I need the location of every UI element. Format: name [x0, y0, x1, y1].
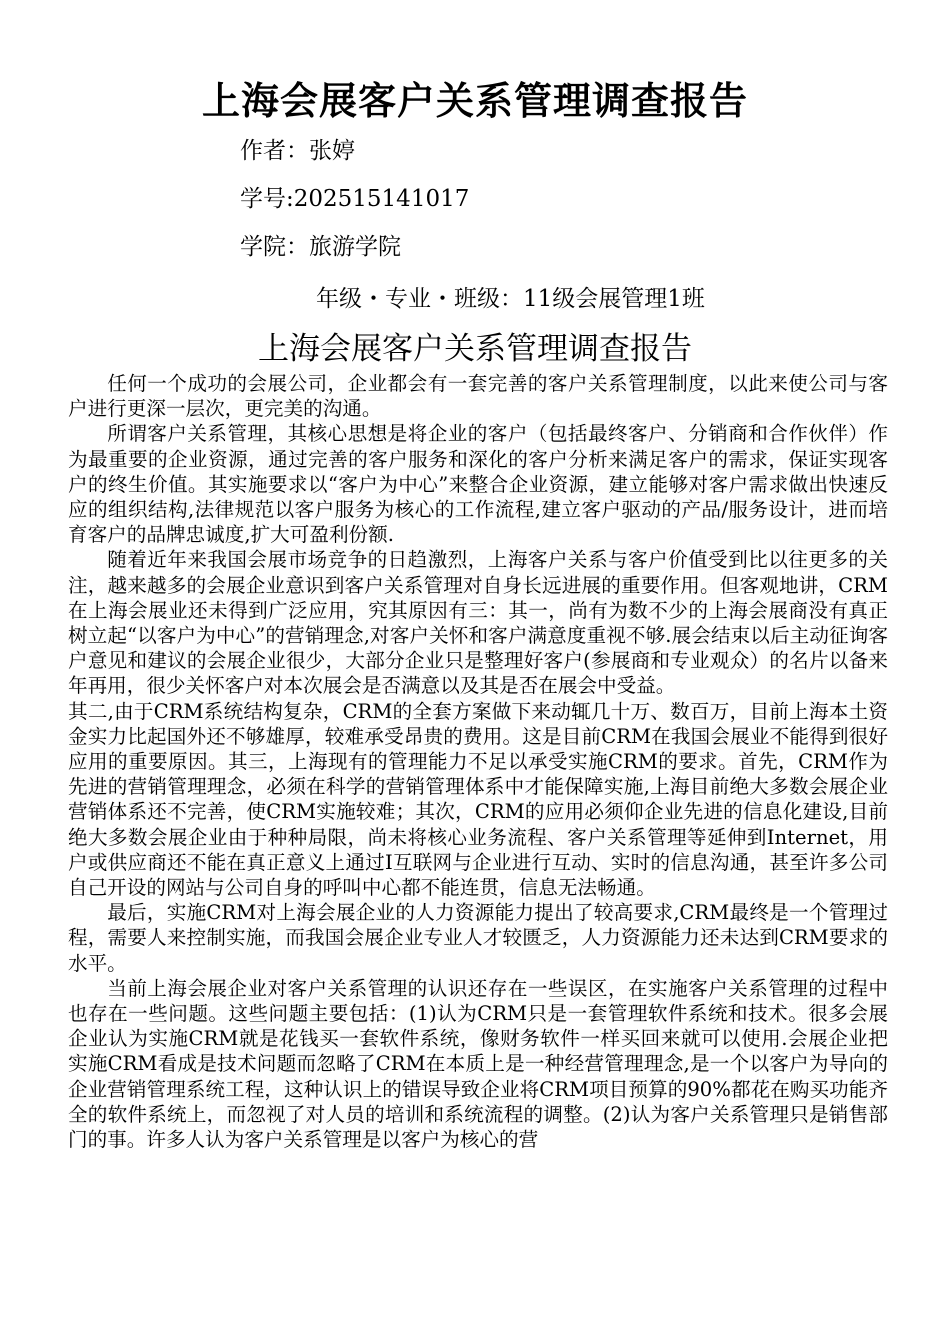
paragraph-intro: 任何一个成功的会展公司，企业都会有一套完善的客户关系管理制度，以此来使公司与客户进行更深一层次，更完美的沟通。	[68, 372, 888, 421]
report-body	[68, 371, 888, 1152]
student-id-line: 学号:202515141017	[240, 186, 470, 212]
paragraph-human-resources: 最后，实施CRM对上海会展企业的人力资源能力提出了较高要求,CRM最终是一个管理过程，需要人来控制实施，而我国会展企业专业人才较匮乏，人力资源能力还未达到CRM要求的水平。	[68, 901, 888, 975]
document-title: 上海会展客户关系管理调查报告	[201, 79, 748, 123]
paragraph-crm-definition: 所谓客户关系管理，其核心思想是将企业的客户（包括最终客户、分销商和合作伙伴）作为最重要的企业资源，通过完善的客户服务和深化的客户分析来满足客户的需求，保证实现客户的终生价值。其实施要求以“客户为中心”来整合企业资源，建立能够对客户需求做出快速反应的组织结构,法律规范以客户服务为核心的工作流程,建立客户驱动的产品/服务设计，进而培育客户的品牌忠诚度,扩大可盈利份额.	[68, 422, 888, 547]
paragraph-misconceptions: 当前上海会展企业对客户关系管理的认识还存在一些误区，在实施客户关系管理的过程中也存在一些问题。这些问题主要包括：(1)认为CRM只是一套管理软件系统和技术。很多会展企业认为实施CRM就是花钱买一套软件系统，像财务软件一样买回来就可以使用.会展企业把实施CRM看成是技术问题而忽略了CRM在本质上是一种经营管理理念,是一个以客户为导向的企业营销管理系统工程，这种认识上的错误导致企业将CRM项目预算的90%都花在购买功能齐全的软件系统上，而忽视了对人员的培训和系统流程的调整。(2)认为客户关系管理只是销售部门的事。许多人认为客户关系管理是以客户为核心的营	[68, 976, 888, 1152]
author-line: 作者：张婷	[240, 138, 355, 164]
school-line: 学院：旅游学院	[240, 234, 401, 260]
class-line: 年级・专业・班级：11级会展管理1班	[316, 286, 705, 312]
paragraph-reasons-cost-capability: 其二,由于CRM系统结构复杂，CRM的全套方案做下来动辄几十万、数百万，目前上海本土资金实力比起国外还不够雄厚，较难承受昂贵的费用。这是目前CRM在我国会展业不能得到很好应用的重要原因。其三，上海现有的管理能力不足以承受实施CRM的要求。首先，CRM作为先进的营销管理理念，必须在科学的营销管理体系中才能保障实施,上海目前绝大多数会展企业营销体系还不完善，使CRM实施较难；其次，CRM的应用必须仰企业先进的信息化建设,目前绝大多数会展企业由于种种局限，尚未将核心业务流程、客户关系管理等延伸到Internet，用户或供应商还不能在真正意义上通过I互联网与企业进行互动、实时的信息沟通，甚至许多公司自己开设的网站与公司自身的呼叫中心都不能连贯，信息无法畅通。	[68, 699, 888, 900]
paragraph-market-status: 随着近年来我国会展市场竞争的日趋激烈，上海客户关系与客户价值受到比以往更多的关注，越来越多的会展企业意识到客户关系管理对自身长远进展的重要作用。但客观地讲，CRM在上海会展业还未得到广泛应用，究其原因有三：其一，尚有为数不少的上海会展商没有真正树立起“以客户为中心”的营销理念,对客户关怀和客户满意度重视不够.展会结束以后主动征询客户意见和建议的会展企业很少，大部分企业只是整理好客户(参展商和专业观众）的名片以备来年再用，很少关怀客户对本次展会是否满意以及其是否在展会中受益。	[68, 548, 888, 698]
document-subtitle: 上海会展客户关系管理调查报告	[258, 331, 692, 367]
